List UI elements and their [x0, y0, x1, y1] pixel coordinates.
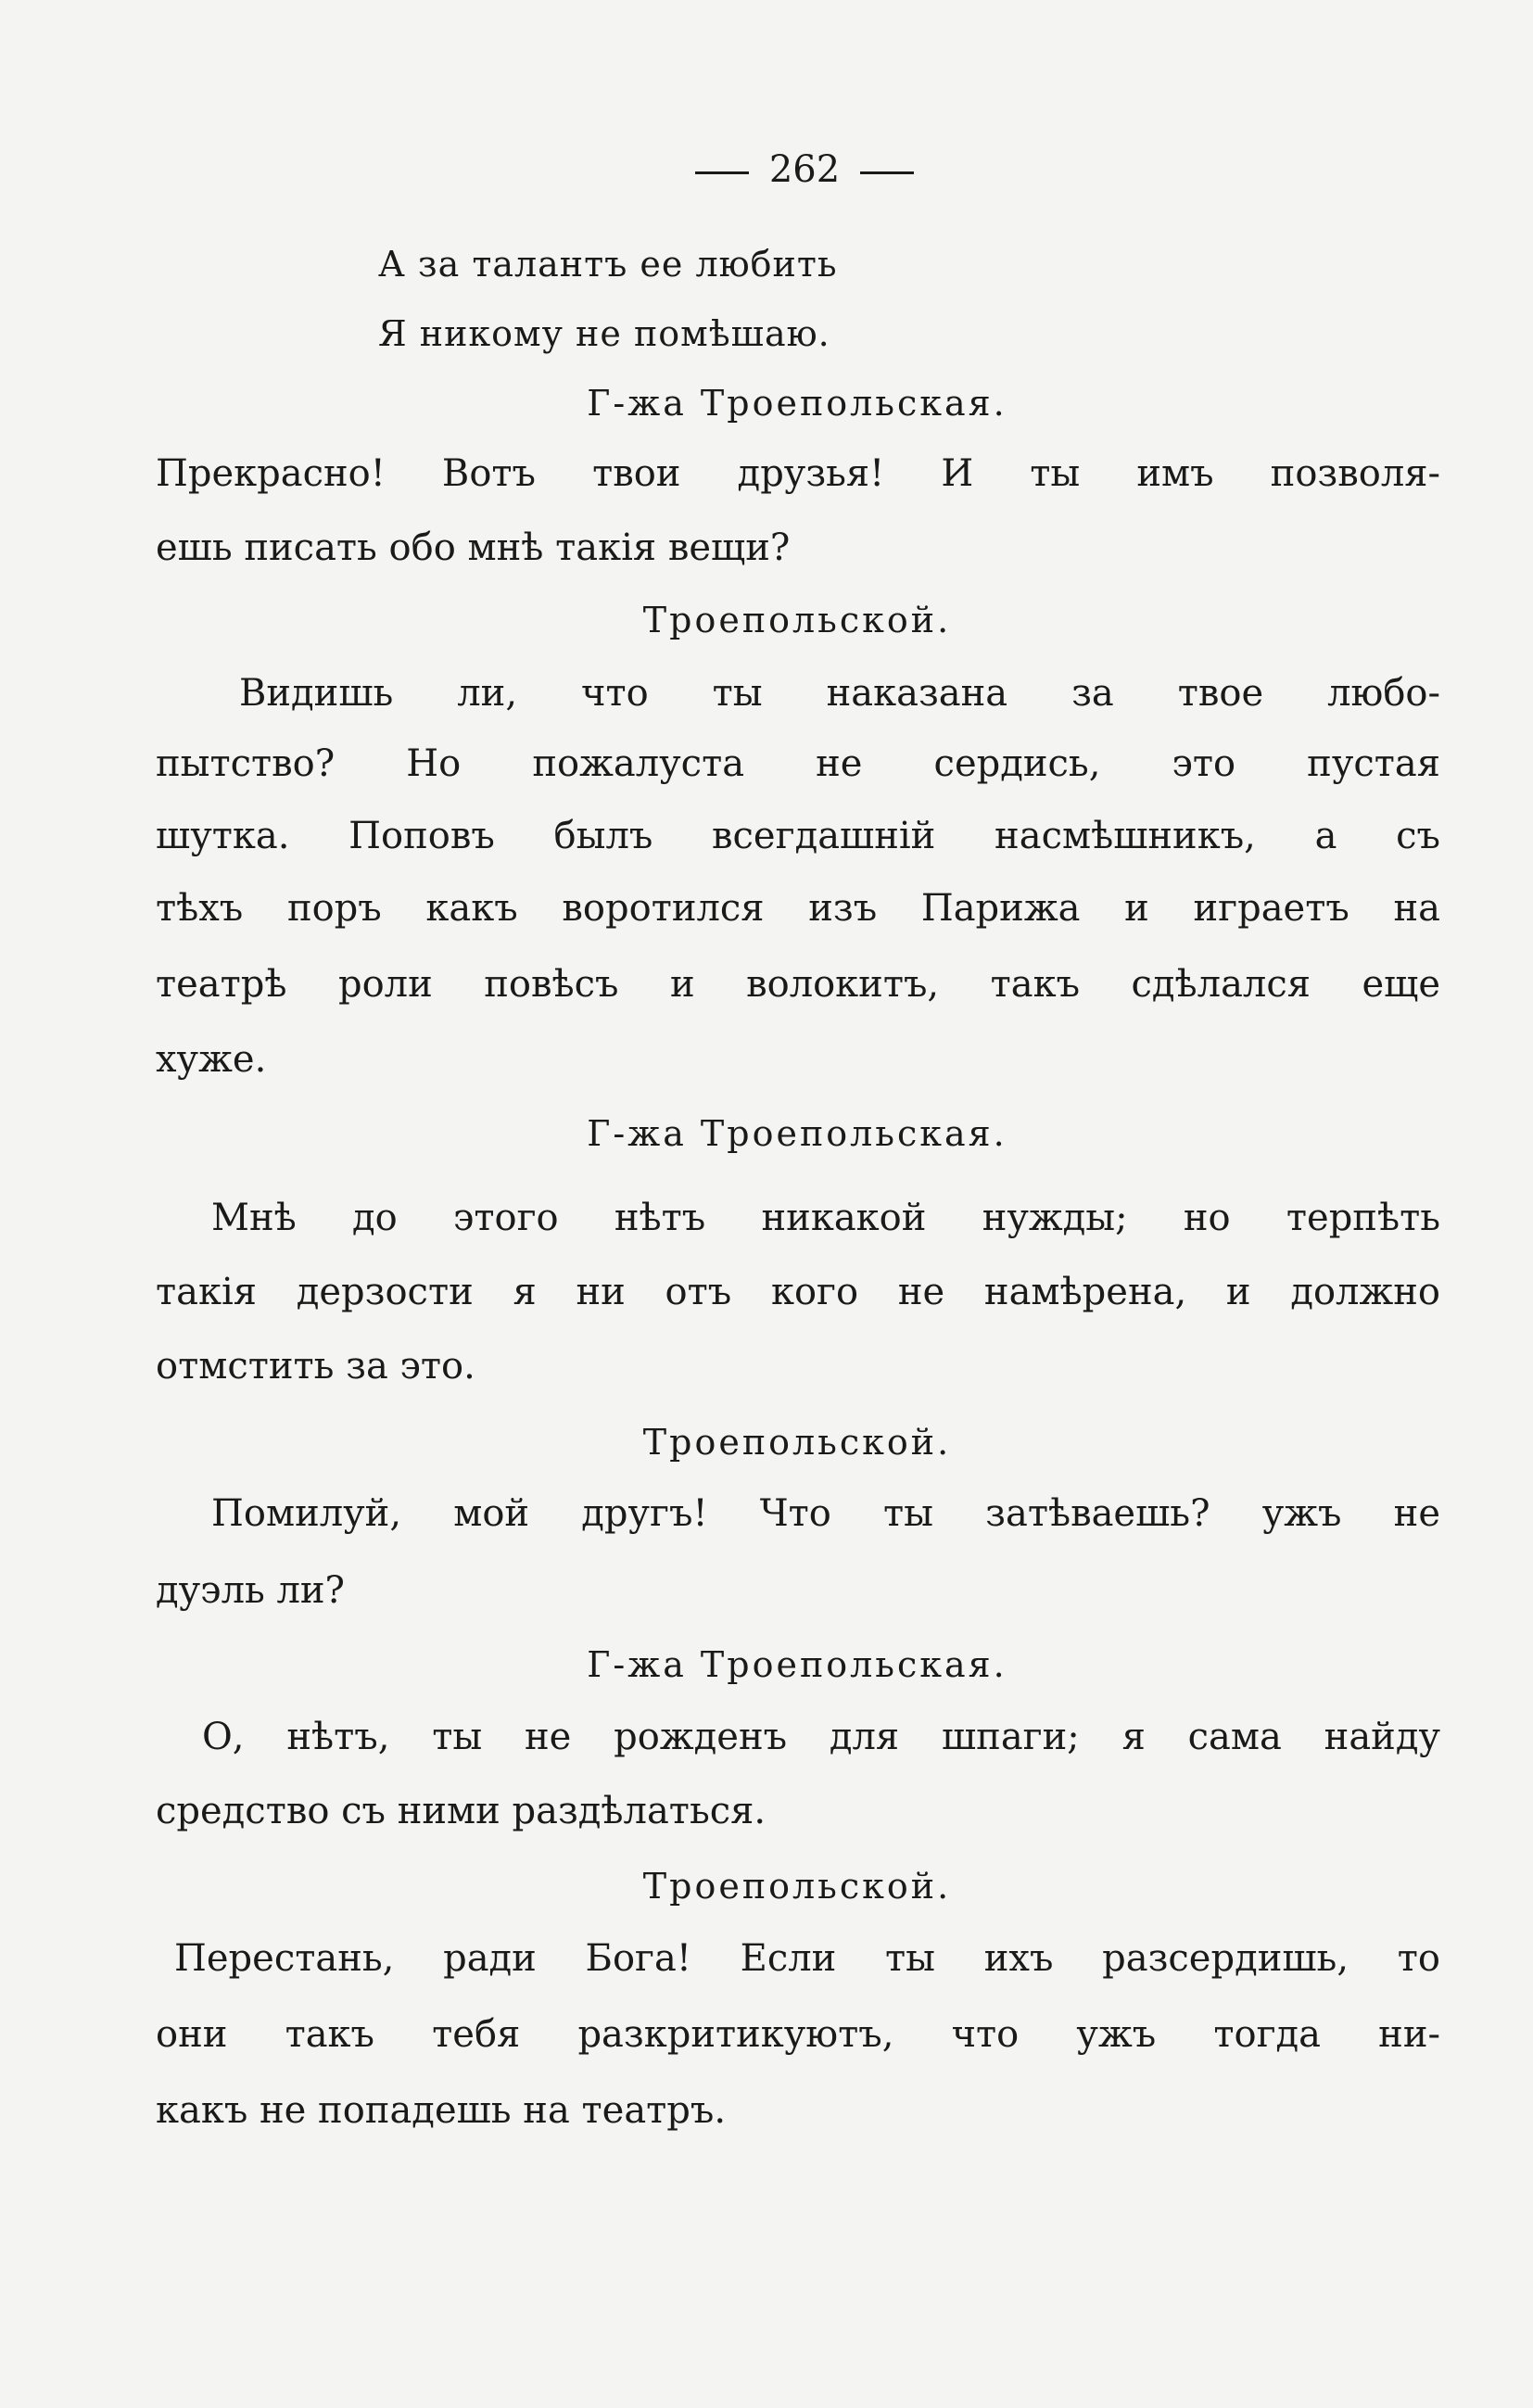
verse-line: А за талантъ ее любить — [378, 244, 838, 285]
page-number-dash-left — [695, 171, 749, 174]
speaker-heading: Г-жа Троепольская. — [587, 1113, 1007, 1154]
text-line: шутка. Поповъ былъ всегдашній насмѣшникъ, а съ — [156, 815, 1440, 857]
speaker-heading: Г-жа Троепольская. — [587, 383, 1007, 424]
text-line: дуэль ли? — [156, 1569, 345, 1612]
text-line: какъ не попадешь на театръ. — [156, 2089, 727, 2132]
speaker-heading: Троепольской. — [642, 600, 952, 640]
text-line: Видишь ли, что ты наказана за твое любо- — [239, 672, 1440, 715]
text-line: они такъ тебя разкритикуютъ, что ужъ тогда ни- — [156, 2013, 1440, 2056]
text-line: хуже. — [156, 1038, 267, 1081]
text-line: такія дерзости я ни отъ кого не намѣрена, и должно — [156, 1271, 1440, 1313]
text-line: ешь писать обо мнѣ такія вещи? — [156, 526, 791, 569]
page-number-dash-right — [860, 171, 914, 174]
speaker-heading: Г-жа Троепольская. — [587, 1644, 1007, 1685]
text-line: театрѣ роли повѣсъ и волокитъ, такъ сдѣлался еще — [156, 963, 1440, 1006]
text-line: Прекрасно! Вотъ твои друзья! И ты имъ позволя- — [156, 452, 1440, 495]
verse-line: Я никому не помѣшаю. — [378, 313, 830, 354]
text-line: О, нѣтъ, ты не рожденъ для шпаги; я сама найду — [202, 1716, 1440, 1758]
text-line: средство съ ними раздѣлаться. — [156, 1790, 766, 1832]
text-line: Перестань, ради Бога! Если ты ихъ разсердишь, то — [174, 1937, 1440, 1980]
page-number: 262 — [0, 144, 1533, 196]
text-line: пытство? Но пожалуста не сердись, это пустая — [156, 742, 1440, 785]
text-line: Помилуй, мой другъ! Что ты затѣваешь? ужъ не — [211, 1492, 1440, 1535]
text-line: Мнѣ до этого нѣтъ никакой нужды; но терпѣть — [211, 1197, 1440, 1239]
speaker-heading: Троепольской. — [642, 1422, 952, 1463]
speaker-heading: Троепольской. — [642, 1866, 952, 1907]
text-line: отмстить за это. — [156, 1345, 475, 1388]
text-line: тѣхъ поръ какъ воротился изъ Парижа и играетъ на — [156, 887, 1440, 930]
